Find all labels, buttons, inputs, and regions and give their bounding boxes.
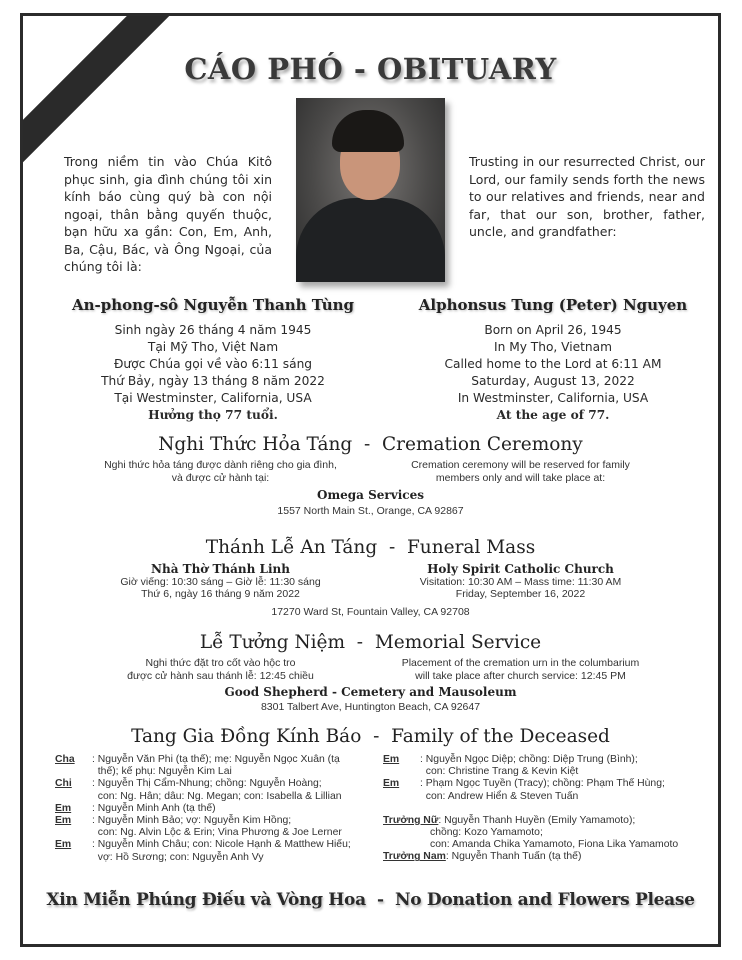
desc-line: members only and will take place at: [435, 471, 606, 484]
bio-line: Thứ Bảy, ngày 13 tháng 8 năm 2022 [101, 374, 325, 388]
relation-label: Trưởng Nam [383, 851, 446, 863]
funeral-times-vietnamese: Giờ viếng: 10:30 sáng – Giờ lễ: 11:30 sáng [120, 575, 321, 588]
bio-line: Sinh ngày 26 tháng 4 năm 1945 [114, 323, 312, 337]
obituary-frame [20, 13, 721, 947]
bio-line: Tại Westminster, California, USA [114, 391, 312, 405]
text-line: con: Ng. Hân; dâu: Ng. Megan; con: Isabella & Lillian [97, 790, 342, 802]
text-line: vợ: Hồ Sương; con: Nguyễn Anh Vy [97, 851, 264, 863]
relation-text [426, 754, 713, 778]
funeral-details [23, 563, 718, 601]
family-entry: Em : Nguyễn Minh Anh (tạ thế) [55, 803, 375, 815]
page-title: CÁO PHÓ - OBITUARY [184, 52, 557, 86]
relation-label: Em [55, 839, 72, 851]
desc-line: và được cử hành tại: [171, 471, 270, 484]
age-english: At the age of 77. [496, 408, 610, 422]
bio-line: Tại Mỹ Tho, Việt Nam [147, 340, 279, 354]
text-line: con: Ng. Alvin Lộc & Erin; Vina Phương & Joe Lerner [97, 827, 342, 839]
relation-label: Em [55, 815, 72, 827]
cremation-title: Nghi Thức Hỏa Táng - Cremation Ceremony [158, 434, 583, 455]
text-line: Nguyễn Thanh Tuấn (tạ thế) [451, 851, 582, 863]
funeral-title: Thánh Lễ An Táng - Funeral Mass [205, 537, 536, 558]
funeral-times-english: Visitation: 10:30 AM – Mass time: 11:30 AM [419, 575, 622, 588]
relation-label: Em [383, 754, 400, 765]
funeral-date-vietnamese: Thứ 6, ngày 16 tháng 9 năm 2022 [141, 588, 300, 600]
relation-label: Trưởng Nữ [383, 814, 439, 826]
funeral-details-english [371, 563, 671, 601]
text-line: con: Amanda Chika Yamamoto, Fiona Lika Yamamoto [430, 839, 679, 851]
bio-line: Được Chúa gọi về vào 6:11 sáng [113, 357, 313, 371]
text-line: Nguyễn Thị Cẩm-Nhung; chồng: Nguyễn Hoàng; [97, 778, 322, 790]
bio-line: In Westminster, California, USA [457, 391, 649, 405]
memorial-address: 8301 Talbert Ave, Huntington Beach, CA 92647 [260, 701, 481, 713]
desc-line: Placement of the cremation urn in the columbarium [401, 657, 640, 669]
desc-line: được cử hành sau thánh lễ: 12:45 chiều [127, 669, 314, 682]
family-entry: Em : Phạm Ngọc Tuyền (Tracy); chồng: Phạm Thế Hùng; con: Andrew Hiển & Steven Tuấn [383, 778, 713, 802]
church-name-english: Holy Spirit Catholic Church [427, 562, 614, 576]
desc-line: Nghi thức hỏa táng được dành riêng cho gia đình, [104, 459, 337, 471]
text-line: Nguyễn Văn Phi (tạ thế); mẹ: Nguyễn Ngọc Xuân (tạ [97, 754, 340, 765]
family-entry: Em : Nguyễn Minh Bảo; vợ: Nguyễn Kim Hồng; con: Ng. Alvin Lộc & Erin; Vina Phương & Joe Lerner [55, 815, 375, 839]
bio-line: In My Tho, Vietnam [494, 340, 612, 354]
intro-vietnamese: Trong niềm tin vào Chúa Kitô phục sinh, gia đình chúng tôi xin kính báo cùng quý bà con nội ngoại, thân bằng quyến thuộc, bạn hữu xa gần: Con, Em, Anh, Ba, Cậu, Bác, và Ông Ngoại, của chúng tôi là: [64, 154, 272, 274]
relation-text [98, 839, 375, 863]
text-line: Nguyễn Thanh Huyền (Emily Yamamoto); [444, 814, 636, 826]
relation-text [98, 803, 375, 815]
deceased-name-vietnamese: An-phong-sô Nguyễn Thanh Tùng [71, 296, 355, 314]
family-entry: Em : Nguyễn Ngọc Diệp; chồng: Diệp Trung (Bình); con: Christine Trang & Kevin Kiệt [383, 754, 713, 778]
bio-line: Born on April 26, 1945 [484, 323, 622, 337]
age-vietnamese: Hưởng thọ 77 tuổi. [148, 408, 278, 422]
cremation-description [23, 459, 718, 484]
relation-text [426, 778, 713, 802]
relation-label: Em [383, 778, 400, 790]
family-entry-eldest-daughter: Trưởng Nữ: Nguyễn Thanh Huyền (Emily Yamamoto); chồng: Kozo Yamamoto; con: Amanda Chika Yamamoto, Fiona Lika Yamamoto [383, 815, 713, 852]
funeral-date-english: Friday, September 16, 2022 [455, 588, 586, 600]
family-list-right [383, 754, 713, 864]
relation-label: Cha [55, 754, 75, 765]
intro-english: Trusting in our resurrected Christ, our Lord, our family sends forth the news to our relatives and friends, near and far, that our son, brother, father, uncle, and grandfather: [469, 154, 705, 239]
relation-label: Em [55, 802, 72, 814]
cremation-venue: Omega Services [317, 488, 424, 502]
memorial-venue: Good Shepherd - Cemetery and Mausoleum [224, 685, 517, 699]
cremation-desc-english [371, 459, 671, 484]
deceased-name-english: Alphonsus Tung (Peter) Nguyen [418, 296, 688, 314]
family-title: Tang Gia Đồng Kính Báo - Family of the Deceased [131, 726, 610, 747]
no-donation-notice: Xin Miễn Phúng Điếu và Vòng Hoa - No Donation and Flowers Please [46, 890, 695, 910]
text-line: Nguyễn Minh Anh (tạ thế) [97, 802, 216, 814]
funeral-address: 17270 Ward St, Fountain Valley, CA 92708 [271, 606, 470, 618]
relation-text [98, 815, 375, 839]
church-name-vietnamese: Nhà Thờ Thánh Linh [151, 562, 290, 576]
relation-text [98, 754, 375, 778]
bio-line: Saturday, August 13, 2022 [471, 374, 635, 388]
text-line: Nguyễn Minh Bảo; vợ: Nguyễn Kim Hồng; [97, 815, 292, 827]
text-line: Nguyễn Ngọc Diệp; chồng: Diệp Trung (Bình); [425, 754, 638, 765]
text-line: chồng: Kozo Yamamoto; [430, 827, 543, 839]
text-line: con: Andrew Hiển & Steven Tuấn [425, 790, 579, 802]
desc-line: will take place after church service: 12:45 PM [415, 669, 626, 682]
desc-line: Nghi thức đặt tro cốt vào hộc tro [145, 657, 296, 669]
spacer [383, 803, 713, 815]
memorial-description [23, 657, 718, 682]
family-entry-eldest-son: Trưởng Nam: Nguyễn Thanh Tuấn (tạ thế) [383, 851, 582, 863]
memorial-desc-english [371, 657, 671, 682]
text-line: thế); kế phụ: Nguyễn Kim Lai [97, 766, 232, 778]
relation-text [98, 778, 375, 802]
family-entry: Chị : Nguyễn Thị Cẩm-Nhung; chồng: Nguyễn Hoàng; con: Ng. Hân; dâu: Ng. Megan; con: Isabella & Lillian [55, 778, 375, 802]
family-entry: Em : Nguyễn Minh Châu; con: Nicole Hạnh & Matthew Hiếu; vợ: Hồ Sương; con: Nguyễn Anh Vy [55, 839, 375, 863]
family-list-left [55, 754, 375, 864]
desc-line: Cremation ceremony will be reserved for family [411, 459, 630, 471]
memorial-desc-vietnamese [71, 657, 371, 682]
bio-vietnamese [53, 322, 373, 424]
bio-line: Called home to the Lord at 6:11 AM [444, 357, 662, 371]
funeral-details-vietnamese [71, 563, 371, 601]
photo-hair [332, 110, 404, 152]
text-line: Phạm Ngọc Tuyền (Tracy); chồng: Phạm Thế Hùng; [425, 778, 665, 790]
deceased-photo [296, 98, 445, 282]
text-line: con: Christine Trang & Kevin Kiệt [425, 766, 579, 778]
photo-body [296, 198, 445, 282]
text-line: Nguyễn Minh Châu; con: Nicole Hạnh & Matthew Hiếu; [97, 839, 351, 851]
cremation-address: 1557 North Main St., Orange, CA 92867 [277, 505, 464, 517]
bio-english [393, 322, 713, 424]
cremation-desc-vietnamese [71, 459, 371, 484]
memorial-title: Lễ Tưởng Niệm - Memorial Service [199, 632, 542, 653]
family-entry: Cha : Nguyễn Văn Phi (tạ thế); mẹ: Nguyễn Ngọc Xuân (tạ thế); kế phụ: Nguyễn Kim Lai [55, 754, 375, 778]
relation-label: Chị [55, 778, 72, 790]
